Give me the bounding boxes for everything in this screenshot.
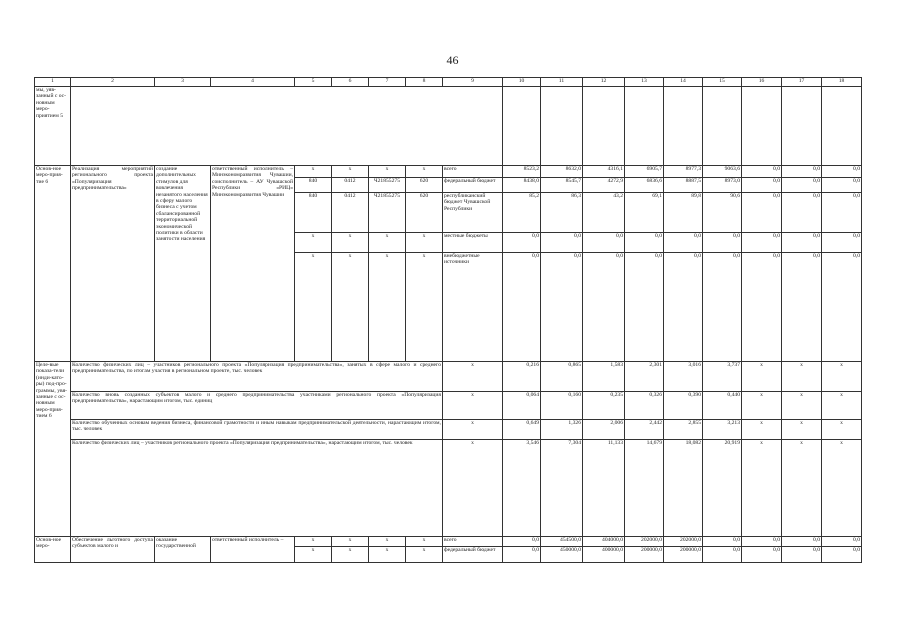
m6-goal: создание дополнительных стимулов для вовлечения незанятого населения в сферу малого бизнеса с учетом сбалансированной территориальной экономической политики в области занятости населения bbox=[155, 166, 211, 362]
cell: 6905,7 bbox=[625, 166, 664, 178]
cell: 1,326 bbox=[541, 420, 583, 440]
cell: x bbox=[332, 537, 369, 547]
cell: 86,3 bbox=[541, 193, 583, 233]
cell: 0,0 bbox=[822, 166, 862, 178]
cell: x bbox=[782, 420, 822, 440]
cell: 0,0 bbox=[782, 253, 822, 362]
cell: 0,0 bbox=[703, 253, 742, 362]
cell: 0412 bbox=[332, 178, 369, 193]
cell: 14,679 bbox=[625, 440, 664, 537]
cell: 0,0 bbox=[742, 193, 782, 233]
cell: 0,0 bbox=[583, 253, 625, 362]
cell: 89,8 bbox=[664, 193, 703, 233]
cell: x bbox=[406, 253, 443, 362]
cell: 0,0 bbox=[782, 233, 822, 253]
cell: 4272,9 bbox=[583, 178, 625, 193]
cell: 2,301 bbox=[625, 362, 664, 392]
cell: 0,0 bbox=[503, 233, 541, 253]
cell: 8973,0 bbox=[703, 178, 742, 193]
col-number: 9 bbox=[443, 78, 503, 87]
cell: x bbox=[443, 420, 503, 440]
cell: 620 bbox=[406, 193, 443, 233]
cell: 0,0 bbox=[742, 233, 782, 253]
col-number: 17 bbox=[782, 78, 822, 87]
cell: 3,546 bbox=[503, 440, 541, 537]
cell: всего bbox=[443, 166, 503, 178]
cell: 0,0 bbox=[782, 178, 822, 193]
cell: x bbox=[295, 253, 332, 362]
col-number: 5 bbox=[295, 78, 332, 87]
cell: 0,0 bbox=[625, 253, 664, 362]
m7-executor: ответственный исполнитель – bbox=[211, 537, 295, 563]
m7-goal: оказание государственной bbox=[155, 537, 211, 563]
cell: 90,6 bbox=[703, 193, 742, 233]
cell: x bbox=[295, 547, 332, 563]
cell: 3,213 bbox=[703, 420, 742, 440]
cell: 0,0 bbox=[822, 233, 862, 253]
cell: 18,082 bbox=[664, 440, 703, 537]
cell: 0,0 bbox=[541, 253, 583, 362]
cell: 0,0 bbox=[782, 193, 822, 233]
m6-label: Основ-ное меро-прия-тие 6 bbox=[35, 166, 71, 362]
indicator-row bbox=[35, 392, 862, 420]
cell: x bbox=[295, 537, 332, 547]
budget-table bbox=[34, 77, 862, 563]
cell: 0,0 bbox=[782, 547, 822, 563]
indicator-row bbox=[35, 362, 862, 392]
cell: x bbox=[782, 392, 822, 420]
targets-label: Целе-вые показа-тели (инди-като-ры) под-про-граммы, увя-занные с ос-новным меро-прия-тием 6 bbox=[35, 362, 71, 537]
cell: 0,0 bbox=[742, 253, 782, 362]
cell: 0,0 bbox=[703, 537, 742, 547]
table-row bbox=[35, 166, 862, 178]
empty-cell bbox=[71, 87, 503, 166]
col-number: 3 bbox=[155, 78, 211, 87]
cell: 0,0 bbox=[822, 537, 862, 547]
indicator-text: Количество физических лиц – участников регионального проекта «Популяризация предпринимательства», занятых в сфере малого и среднего предпринимательства, по итогам участия в региональном проекте, тыс. человек bbox=[71, 362, 443, 392]
cell: x bbox=[369, 547, 406, 563]
m6-description: Реализация мероприятий регионального проекта «Популяризация предпринимательства» bbox=[71, 166, 155, 362]
col-number: 6 bbox=[332, 78, 369, 87]
cell: 840 bbox=[295, 178, 332, 193]
col-number: 10 bbox=[503, 78, 541, 87]
cell: x bbox=[742, 362, 782, 392]
cell: 9063,6 bbox=[703, 166, 742, 178]
m7-label: Основ-ное меро- bbox=[35, 537, 71, 563]
cell: 0,0 bbox=[664, 233, 703, 253]
cell: x bbox=[822, 420, 862, 440]
cell: 0,0 bbox=[503, 537, 541, 547]
cell: 0,0 bbox=[703, 547, 742, 563]
cont-label: мы, уяв-занный с ос-новным меро-приятием 5 bbox=[35, 87, 71, 166]
col-number: 15 bbox=[703, 78, 742, 87]
cell: 0,0 bbox=[503, 547, 541, 563]
col-number: 13 bbox=[625, 78, 664, 87]
cell: x bbox=[295, 166, 332, 178]
cell: 0,0 bbox=[782, 166, 822, 178]
cell: x bbox=[369, 166, 406, 178]
cell: 3,016 bbox=[664, 362, 703, 392]
cell: 620 bbox=[406, 178, 443, 193]
cell: 0,0 bbox=[822, 253, 862, 362]
cell: 200000,0 bbox=[625, 547, 664, 563]
cell: 0,0 bbox=[822, 547, 862, 563]
cell: x bbox=[406, 537, 443, 547]
cell: федеральный бюджет bbox=[443, 547, 503, 563]
cell: 0,649 bbox=[503, 420, 541, 440]
m6-executor: ответственный исполнитель – Минэкономразвития Чувашии, соисполнитель – АУ Чувашской Республики «РИЦ» Минэкономразвития Чувашии bbox=[211, 166, 295, 362]
cell: 0412 bbox=[332, 193, 369, 233]
cell: 43,2 bbox=[583, 193, 625, 233]
cell: 202000,0 bbox=[664, 537, 703, 547]
cell: x bbox=[782, 440, 822, 537]
cell: 400000,0 bbox=[583, 547, 625, 563]
cell: 0,0 bbox=[583, 233, 625, 253]
cell: 202000,0 bbox=[625, 537, 664, 547]
col-number: 16 bbox=[742, 78, 782, 87]
cell: 0,0 bbox=[822, 178, 862, 193]
col-number: 14 bbox=[664, 78, 703, 87]
cell: 0,0 bbox=[541, 233, 583, 253]
cell: Ч21855275 bbox=[369, 193, 406, 233]
col-number: 11 bbox=[541, 78, 583, 87]
cell: x bbox=[782, 362, 822, 392]
cell: 0,0 bbox=[503, 253, 541, 362]
cell: 0,0 bbox=[782, 537, 822, 547]
cell: 0,160 bbox=[541, 392, 583, 420]
col-number: 12 bbox=[583, 78, 625, 87]
cell: 2,006 bbox=[583, 420, 625, 440]
cell: 2,442 bbox=[625, 420, 664, 440]
cell: внебюджетные источники bbox=[443, 253, 503, 362]
cell: x bbox=[742, 420, 782, 440]
indicator-text: Количество вновь созданных субъектов малого и среднего предпринимательства участниками регионального проекта «Популяризация предпринимательства», нарастающим итогом, тыс. единиц bbox=[71, 392, 443, 420]
cell: 0,0 bbox=[625, 233, 664, 253]
cell: 8977,3 bbox=[664, 166, 703, 178]
cell: 0,235 bbox=[583, 392, 625, 420]
cell: x bbox=[332, 253, 369, 362]
cell: 8887,5 bbox=[664, 178, 703, 193]
indicator-row bbox=[35, 440, 862, 537]
table-row bbox=[35, 537, 862, 547]
cell: федеральный бюджет bbox=[443, 178, 503, 193]
cell: 450000,0 bbox=[541, 547, 583, 563]
cell: 8545,7 bbox=[541, 178, 583, 193]
cell: 404000,0 bbox=[583, 537, 625, 547]
cell: 11,133 bbox=[583, 440, 625, 537]
cell: x bbox=[742, 440, 782, 537]
cell: 2,855 bbox=[664, 420, 703, 440]
cell: 454500,0 bbox=[541, 537, 583, 547]
cell: 0,0 bbox=[742, 547, 782, 563]
cell: x bbox=[443, 392, 503, 420]
cell: 840 bbox=[295, 193, 332, 233]
cell: 0,0 bbox=[742, 537, 782, 547]
indicator-text: Количество обученных основам ведения бизнеса, финансовой грамотности и иным навыкам предпринимательской деятельности, нарастающим итогом, тыс. человек bbox=[71, 420, 443, 440]
cell: x bbox=[406, 547, 443, 563]
cell: местные бюджеты bbox=[443, 233, 503, 253]
indicator-text: Количество физических лиц – участников регионального проекта «Популяризация предпринимательства», нарастающим итогом, тыс. человек bbox=[71, 440, 443, 537]
cell: x bbox=[369, 233, 406, 253]
col-number: 18 bbox=[822, 78, 862, 87]
cell: x bbox=[332, 233, 369, 253]
cell: x bbox=[369, 537, 406, 547]
cell: 0,865 bbox=[541, 362, 583, 392]
cell: x bbox=[443, 362, 503, 392]
cell: 8438,0 bbox=[503, 178, 541, 193]
cell: x bbox=[406, 166, 443, 178]
page-number: 46 bbox=[446, 53, 459, 67]
m7-description: Обеспечение льготного доступа субъектов малого и bbox=[71, 537, 155, 563]
cell: x bbox=[822, 362, 862, 392]
cell: 0,0 bbox=[742, 166, 782, 178]
cell: x bbox=[369, 253, 406, 362]
cell: x bbox=[406, 233, 443, 253]
cell: 3,737 bbox=[703, 362, 742, 392]
cell: 0,390 bbox=[664, 392, 703, 420]
cell: 20,919 bbox=[703, 440, 742, 537]
cell: 0,0 bbox=[703, 233, 742, 253]
cell: 6836,6 bbox=[625, 178, 664, 193]
cell: республиканский бюджет Чувашской Республики bbox=[443, 193, 503, 233]
column-number-row bbox=[35, 78, 862, 87]
cell: 200000,0 bbox=[664, 547, 703, 563]
cell: 85,2 bbox=[503, 193, 541, 233]
cell: 0,216 bbox=[503, 362, 541, 392]
cell: 0,440 bbox=[703, 392, 742, 420]
cell: Ч21855275 bbox=[369, 178, 406, 193]
col-number: 4 bbox=[211, 78, 295, 87]
cell: 8523,2 bbox=[503, 166, 541, 178]
cell: x bbox=[822, 440, 862, 537]
cell: 0,326 bbox=[625, 392, 664, 420]
cell: x bbox=[742, 392, 782, 420]
cell: x bbox=[822, 392, 862, 420]
col-number: 7 bbox=[369, 78, 406, 87]
cell: x bbox=[295, 233, 332, 253]
col-number: 2 bbox=[71, 78, 155, 87]
cell: 0,0 bbox=[664, 253, 703, 362]
indicator-row bbox=[35, 420, 862, 440]
cell: 0,0 bbox=[742, 178, 782, 193]
cell: 0,064 bbox=[503, 392, 541, 420]
cell: 0,0 bbox=[822, 193, 862, 233]
cell: 4316,1 bbox=[583, 166, 625, 178]
cell: x bbox=[443, 440, 503, 537]
cell: 8632,0 bbox=[541, 166, 583, 178]
cell: всего bbox=[443, 537, 503, 547]
col-number: 8 bbox=[406, 78, 443, 87]
cell: 69,1 bbox=[625, 193, 664, 233]
cell: x bbox=[332, 547, 369, 563]
cell: 7,304 bbox=[541, 440, 583, 537]
cell: x bbox=[332, 166, 369, 178]
continuation-row bbox=[35, 87, 862, 166]
col-number: 1 bbox=[35, 78, 71, 87]
cell: 1,583 bbox=[583, 362, 625, 392]
